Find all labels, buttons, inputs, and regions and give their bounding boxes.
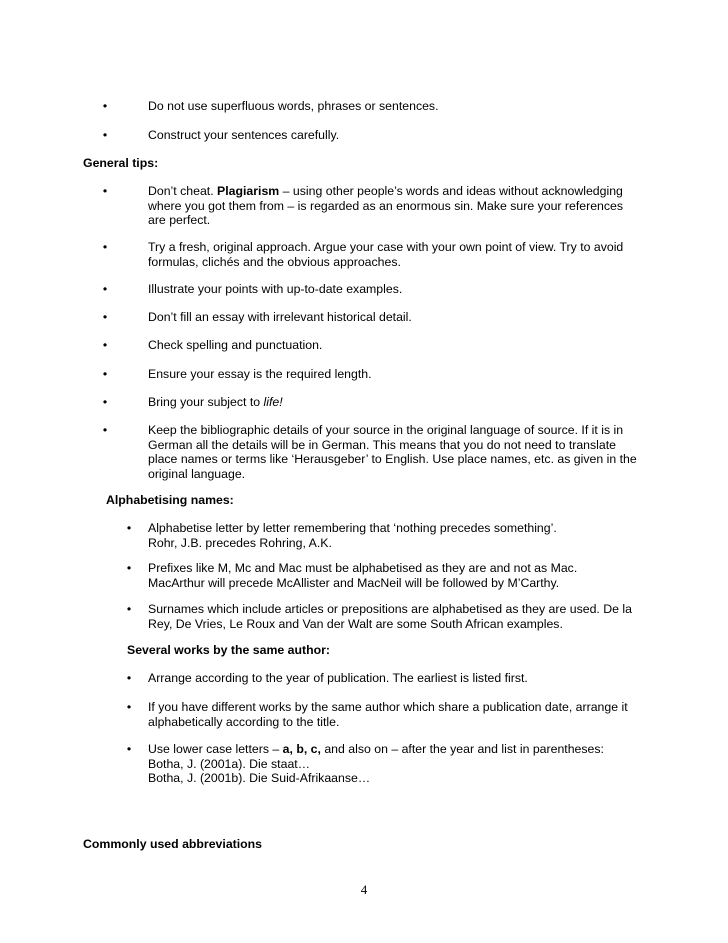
- bullet: •: [102, 310, 108, 324]
- list-item-text: Illustrate your points with up-to-date examples.: [148, 282, 403, 296]
- bullet: •: [126, 700, 132, 714]
- italic-term: life!: [263, 395, 283, 409]
- bullet: •: [102, 240, 108, 254]
- bullet: •: [102, 282, 108, 296]
- alphabetising-heading: Alphabetising names:: [106, 493, 234, 507]
- text-line: Botha, J. (2001a). Die staat…: [148, 756, 310, 771]
- list-item-text: Construct your sentences carefully.: [148, 128, 340, 142]
- abbreviations-heading: Commonly used abbreviations: [83, 837, 263, 851]
- bullet: •: [126, 521, 132, 535]
- bullet: •: [102, 395, 108, 409]
- text-line: Prefixes like M, Mc and Mac must be alphabetised as they are and not as Mac.: [148, 561, 578, 575]
- list-item-text: Keep the bibliographic details of your source in the original language of source. If it is in German all the details will be in German. This means that you do not need to translate place names or terms like ‘Herausgeber’ to English. Use place names, etc. as given in the original language.: [148, 423, 637, 481]
- list-item-text: Arrange according to the year of publication. The earliest is listed first.: [148, 671, 528, 685]
- text-run: Bring your subject to: [148, 395, 264, 409]
- list-item-text: [148, 184, 636, 228]
- bullet: •: [102, 338, 108, 352]
- list-item-text: Do not use superfluous words, phrases or sentences.: [148, 99, 439, 113]
- text-run: Don’t cheat.: [148, 184, 218, 198]
- list-item-text: [148, 395, 636, 410]
- bullet: •: [102, 423, 108, 437]
- list-item-text: [148, 742, 640, 786]
- bullet: •: [102, 367, 108, 381]
- list-item-text: [148, 561, 640, 590]
- bullet: •: [102, 99, 108, 113]
- text-line: Botha, J. (2001b). Die Suid-Afrikaanse…: [148, 771, 371, 785]
- text-line: Rohr, J.B. precedes Rohring, A.K.: [148, 535, 332, 550]
- list-item-text: Surnames which include articles or prepositions are alphabetised as they are used. De la Rey, De Vries, Le Roux and Van der Walt are some South African examples.: [148, 602, 632, 631]
- bullet: •: [102, 184, 108, 198]
- bullet: •: [102, 128, 108, 142]
- bullet: •: [126, 671, 132, 685]
- text-line: Alphabetise letter by letter remembering that ‘nothing precedes something’.: [148, 521, 557, 535]
- text-line: [148, 742, 640, 757]
- page-number: 4: [360, 882, 368, 897]
- text-run: – using other people’s words and ideas without acknowledging where you got them from – is regarded as an enormous sin. Make sure your references are perfect.: [148, 184, 624, 227]
- list-item-text: Check spelling and punctuation.: [148, 338, 323, 352]
- bullet: •: [126, 561, 132, 575]
- bold-term: a, b, c,: [282, 742, 321, 756]
- list-item-text: [148, 521, 640, 550]
- list-item-text: Ensure your essay is the required length.: [148, 367, 372, 381]
- bullet: •: [126, 602, 132, 616]
- bold-term: Plagiarism: [217, 184, 280, 198]
- text-line: MacArthur will precede McAllister and MacNeil will be followed by M’Carthy.: [148, 575, 560, 590]
- bullet: •: [126, 742, 132, 756]
- same-author-heading: Several works by the same author:: [127, 643, 330, 657]
- text-run: and also on – after the year and list in parentheses:: [320, 742, 604, 756]
- text-run: Use lower case letters –: [148, 742, 283, 756]
- list-item-text: Try a fresh, original approach. Argue your case with your own point of view. Try to avoid formulas, clichés and the obvious approaches.: [148, 240, 624, 269]
- list-item-text: If you have different works by the same author which share a publication date, arrange it alphabetically according to the title.: [148, 700, 628, 729]
- list-item-text: Don’t fill an essay with irrelevant historical detail.: [148, 310, 412, 324]
- general-tips-heading: General tips:: [83, 156, 159, 170]
